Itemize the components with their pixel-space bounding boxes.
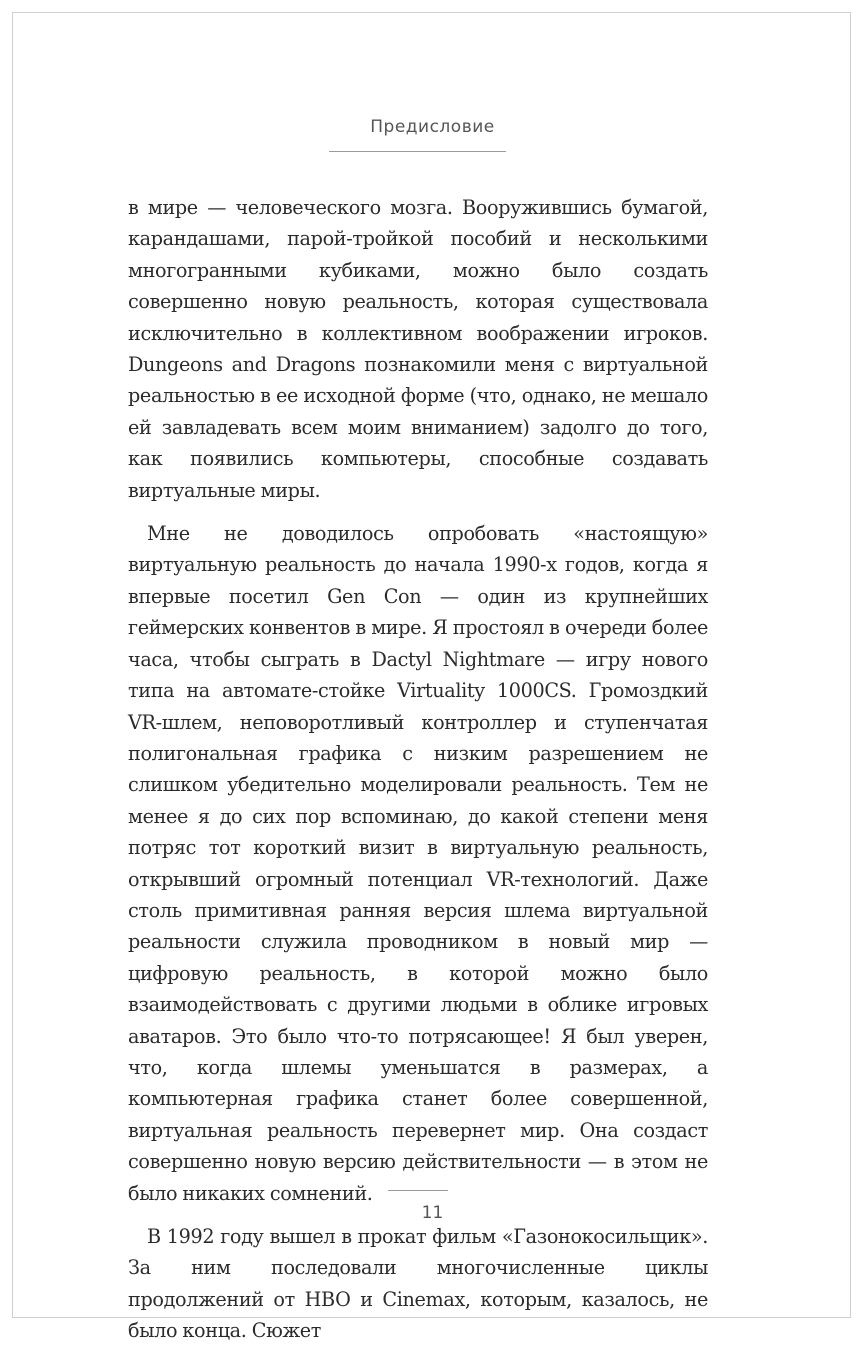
footer-rule (388, 1190, 448, 1191)
page-number: 11 (421, 1203, 444, 1223)
running-head-title: Предисловие (370, 117, 495, 137)
paragraph-1: в мире — человеческого мозга. Вооружившись бумагой, карандашами, парой-тройкой пособий и несколькими многогранными кубиками, можно было создать совершенно новую реальность, которая существовала исключительно в коллективном воображении игроков. Dungeons and Dragons познакомили меня с виртуальной реальностью в ее исходной форме (что, однако, не мешало ей завладевать всем моим вниманием) задолго до того, как появились компьютеры, способные создавать виртуальные миры. (128, 196, 708, 502)
body-text (128, 192, 708, 1347)
header-rule (329, 151, 506, 152)
paragraph-3: В 1992 году вышел в прокат фильм «Газонокосильщик». За ним последовали многочисленные циклы продолжений от HBO и Cinemax, которым, казалось, не было конца. Сюжет (128, 1225, 708, 1343)
paragraph-2: Мне не доводилось опробовать «настоящую» виртуальную реальность до начала 1990-х годов, когда я впервые посетил Gen Con — один из крупнейших геймерских конвентов в мире. Я простоял в очереди более часа, чтобы сыграть в Dactyl Nightmare — игру нового типа на автомате-стойке Virtuality 1000CS. Громоздкий VR-шлем, неповоротливый контроллер и ступенчатая полигональная графика с низким разрешением не слишком убедительно моделировали реальность. Тем не менее я до сих пор вспоминаю, до какой степени меня потряс тот короткий визит в виртуальную реальность, открывший огромный потенциал VR-технологий. Даже столь примитивная ранняя версия шлема виртуальной реальности служила проводником в новый мир — цифровую реальность, в которой можно было взаимодействовать с другими людьми в облике игровых аватаров. Это было что-то потрясающее! Я был уверен, что, когда шлемы уменьшатся в размерах, а компьютерная графика станет более совершенной, виртуальная реальность перевернет мир. Она создаст совершенно новую версию действительности — в этом не было никаких сомнений. (128, 522, 708, 1205)
